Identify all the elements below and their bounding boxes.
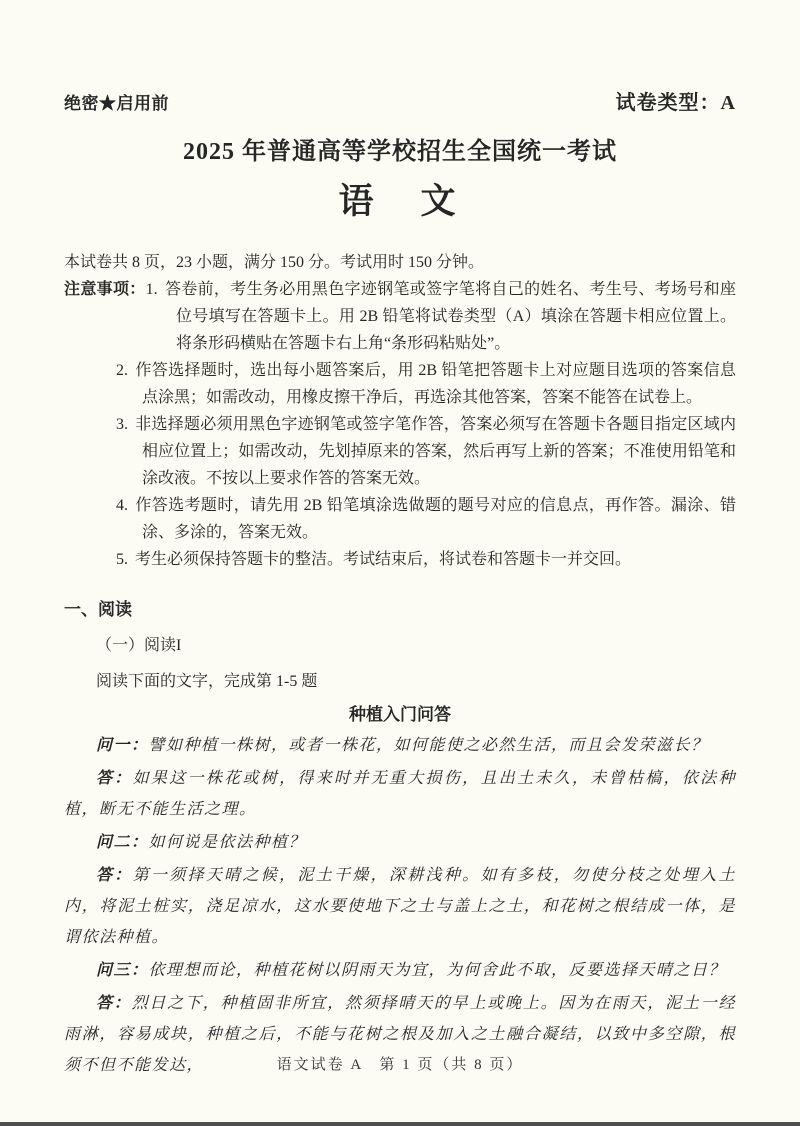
page-header xyxy=(64,86,736,115)
qa-label: 答： xyxy=(96,995,132,1012)
page-footer: 语文试卷 A 第 1 页（共 8 页） xyxy=(276,1057,524,1073)
notices-block xyxy=(64,276,736,573)
scan-edge-bar xyxy=(0,1122,800,1126)
notice-text: 答卷前，考生务必用黑色字迹钢笔或签字笔将自己的姓名、考生号、考场号和座位号填写在答题卡上。用 2B 铅笔将试卷类型（A）填涂在答题卡相应位置上。将条形码横贴在答题卡右上角“条形码粘贴处”。 xyxy=(164,281,736,352)
notice-number: 3. xyxy=(116,416,128,433)
qa-answer-2 xyxy=(64,860,736,953)
notice-item-3 xyxy=(64,411,736,492)
section-subheading: （一）阅读I xyxy=(96,637,182,654)
qa-question-3 xyxy=(64,955,736,986)
qa-text: 依理想而论，种植花树以阴雨天为宜，为何舍此不取，反要选择天晴之日？ xyxy=(148,962,727,979)
paper-info: 本试卷共 8 页，23 小题，满分 150 分。考试用时 150 分钟。 xyxy=(64,254,485,271)
notice-item-5 xyxy=(64,546,736,573)
qa-text: 如何说是依法种植？ xyxy=(148,834,307,851)
qa-label: 答： xyxy=(96,867,133,884)
qa-label: 问二： xyxy=(96,834,149,851)
notice-number: 4. xyxy=(116,497,128,514)
qa-question-2 xyxy=(64,827,736,858)
passage-title: 种植入门问答 xyxy=(349,705,451,724)
qa-label: 答： xyxy=(96,770,133,787)
exam-title: 2025 年普通高等学校招生全国统一考试 xyxy=(183,139,617,165)
notice-number: 2. xyxy=(116,362,128,379)
notice-item-1 xyxy=(64,276,736,357)
qa-text: 烈日之下，种植固非所宜，然须择晴天的早上或晚上。因为在雨天，泥土一经雨淋，容易成块，种植之后，不能与花树之根及加入之土融合凝结，以致中多空隙，根须不但不能发达， xyxy=(64,995,736,1074)
subject-title: 语 文 xyxy=(338,182,462,221)
paper-type-label: 试卷类型：A xyxy=(615,92,736,114)
notice-item-2 xyxy=(64,357,736,411)
qa-text: 第一须择天晴之候，泥土干燥，深耕浅种。如有多枝，勿使分枝之处埋入土内，将泥土桩实，浇足凉水，这水要使地下之土与盖上之土，和花树之根结成一体，是谓依法种植。 xyxy=(64,867,736,946)
qa-answer-1 xyxy=(64,763,736,825)
qa-text: 譬如种植一株树，或者一株花，如何能使之必然生活，而且会发荣滋长？ xyxy=(148,737,709,754)
notice-text: 非选择题必须用黑色字迹钢笔或签字笔作答，答案必须写在答题卡各题目指定区域内相应位置上；如需改动，先划掉原来的答案，然后再写上新的答案；不准使用铅笔和涂改液。不按以上要求作答的答案无效。 xyxy=(135,416,736,487)
notice-text: 考生必须保持答题卡的整洁。考试结束后，将试卷和答题卡一并交回。 xyxy=(135,551,632,568)
notice-number: 1. xyxy=(145,281,158,298)
notice-item-4 xyxy=(64,492,736,546)
section-heading: 一、阅读 xyxy=(64,600,132,619)
section-instruction: 阅读下面的文字，完成第 1-5 题 xyxy=(96,673,318,690)
qa-question-1 xyxy=(64,730,736,761)
notice-number: 5. xyxy=(116,551,128,568)
qa-text: 如果这一株花或树，得来时并无重大损伤，且出土未久，未曾枯槁，依法种植，断无不能生活之理。 xyxy=(64,770,736,818)
notice-text: 作答选考题时，请先用 2B 铅笔填涂选做题的题号对应的信息点，再作答。漏涂、错涂、多涂的，答案无效。 xyxy=(135,497,736,541)
qa-label: 问三： xyxy=(96,962,149,979)
notice-text: 作答选择题时，选出每小题答案后，用 2B 铅笔把答题卡上对应题目选项的答案信息点涂黑；如需改动，用橡皮擦干净后，再选涂其他答案，答案不能答在试卷上。 xyxy=(135,362,736,406)
classification-label: 绝密★启用前 xyxy=(64,94,169,113)
reading-section xyxy=(64,596,736,1081)
qa-label: 问一： xyxy=(96,737,149,754)
notices-label: 注意事项： xyxy=(64,281,146,298)
